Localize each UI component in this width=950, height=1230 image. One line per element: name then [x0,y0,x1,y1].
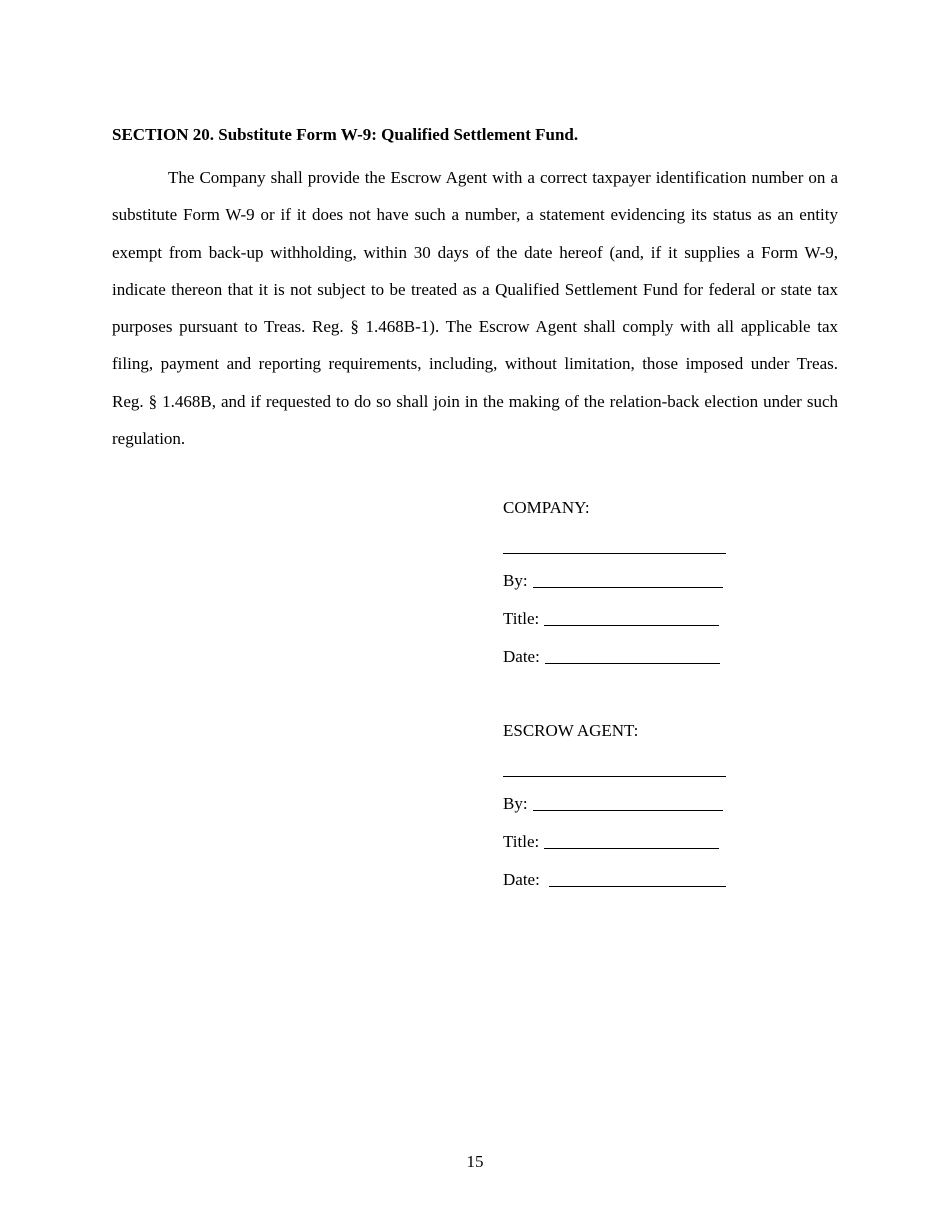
company-title-line [544,609,719,626]
company-label: COMPANY: [503,498,590,517]
section-heading: SECTION 20. Substitute Form W-9: Qualified Settlement Fund. [112,125,579,144]
company-date-row [503,646,743,668]
company-by-line [533,571,723,588]
escrow-agent-signature-block [503,720,743,891]
page-number: 15 [466,1152,484,1171]
escrow-date-row [503,869,743,891]
escrow-title-row [503,831,743,853]
escrow-title-label: Title: [503,832,540,851]
section-body-paragraph: The Company shall provide the Escrow Agent with a correct taxpayer identification number on a substitute Form W-9 or if it does not have such a number, a statement evidencing its status as an entity exempt from back-up withholding, within 30 days of the date hereof (and, if it supplies a Form W-9, indicate thereon that it is not subject to be treated as a Qualified Settlement Fund for federal or state tax purposes pursuant to Treas. Reg. § 1.468B-1). The Escrow Agent shall comply with all applicable tax filing, payment and reporting requirements, including, without limitation, those imposed under Treas. Reg. § 1.468B, and if requested to do so shall join in the making of the relation-back election under such regulation. [112,168,838,449]
company-title-label: Title: [503,609,540,628]
escrow-by-line [533,794,723,811]
company-signature-block [503,497,743,668]
escrow-date-line [549,870,726,887]
escrow-title-line [544,832,719,849]
escrow-by-row [503,793,743,815]
company-date-label: Date: [503,647,540,666]
company-by-row [503,570,743,592]
company-title-row [503,608,743,630]
escrow-agent-name-line [503,766,726,777]
escrow-agent-label: ESCROW AGENT: [503,721,639,740]
company-name-line [503,543,726,554]
company-date-line [545,647,720,664]
escrow-date-label: Date: [503,870,540,889]
escrow-by-label: By: [503,794,528,813]
company-by-label: By: [503,571,528,590]
